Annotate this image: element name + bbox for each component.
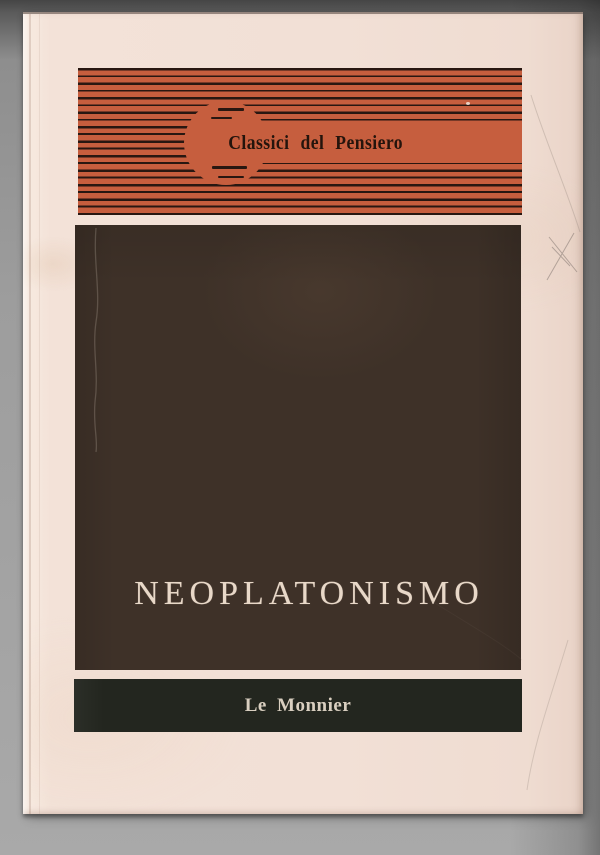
spine-crease-secondary (39, 14, 40, 814)
emblem-dash-icon (218, 108, 244, 111)
emblem-dash-icon (211, 117, 232, 119)
book-cover (23, 12, 583, 814)
publisher-name: Le Monnier (244, 694, 352, 716)
emblem-dash-icon (212, 166, 247, 169)
series-title: Classici del Pensiero (228, 131, 404, 154)
emblem-dash-icon (218, 176, 244, 178)
book-title: NEOPLATONISMO (134, 575, 484, 612)
paper-speck (466, 102, 470, 105)
series-banner (78, 68, 522, 215)
spine-crease (29, 14, 31, 814)
publisher-band (74, 679, 522, 732)
title-panel (75, 225, 521, 670)
